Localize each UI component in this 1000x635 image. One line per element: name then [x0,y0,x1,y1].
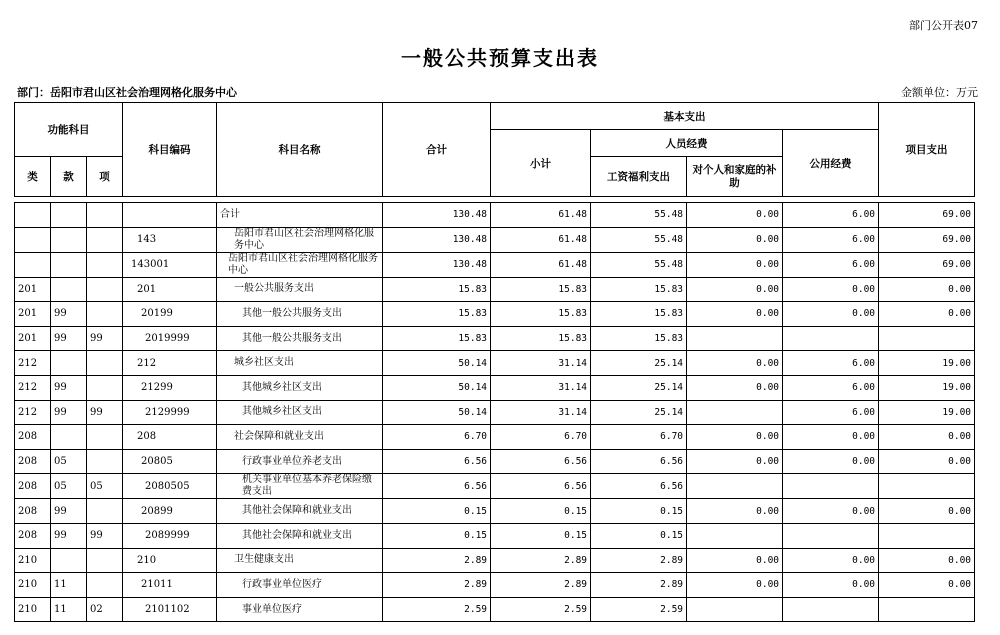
project-cell: 0.00 [879,302,975,327]
family-cell [687,597,783,622]
subtotal-cell: 2.89 [491,573,591,598]
total-cell: 0.15 [383,499,491,524]
salary-cell: 15.83 [591,302,687,327]
xiang-cell [87,227,123,252]
family-cell [687,474,783,499]
public-cell [783,474,879,499]
lei-cell: 208 [15,474,51,499]
public-cell: 0.00 [783,302,879,327]
lei-cell: 208 [15,499,51,524]
xiang-cell [87,425,123,450]
subtotal-cell: 31.14 [491,351,591,376]
kuan-cell [51,277,87,302]
table-row [15,203,975,228]
subtotal-cell: 15.83 [491,326,591,351]
table-row [15,474,975,499]
subtotal-cell: 61.48 [491,227,591,252]
public-cell [783,326,879,351]
subtotal-cell: 2.89 [491,548,591,573]
subtotal-cell: 6.56 [491,449,591,474]
salary-cell: 2.89 [591,573,687,598]
family-cell: 0.00 [687,203,783,228]
table-row [15,400,975,425]
name-cell: 岳阳市君山区社会治理网格化服务中心 [217,252,383,277]
lei-cell: 201 [15,302,51,327]
salary-cell: 2.59 [591,597,687,622]
lei-cell: 201 [15,326,51,351]
salary-cell: 0.15 [591,499,687,524]
total-cell: 0.15 [383,523,491,548]
kuan-cell [51,425,87,450]
project-cell: 0.00 [879,499,975,524]
name-cell: 其他城乡社区支出 [217,375,383,400]
name-cell: 事业单位医疗 [217,597,383,622]
name-cell: 城乡社区支出 [217,351,383,376]
name-cell: 一般公共服务支出 [217,277,383,302]
salary-cell: 0.15 [591,523,687,548]
salary-cell: 55.48 [591,227,687,252]
total-cell: 15.83 [383,326,491,351]
project-cell [879,326,975,351]
table-row [15,351,975,376]
total-cell: 6.56 [383,449,491,474]
code-cell: 2129999 [123,400,217,425]
family-cell: 0.00 [687,375,783,400]
project-cell: 69.00 [879,227,975,252]
department-label: 部门：岳阳市君山区社会治理网格化服务中心 [17,86,237,99]
family-header: 对个人和家庭的补助 [687,157,783,197]
code-cell: 20199 [123,302,217,327]
kuan-cell: 05 [51,449,87,474]
public-cell: 6.00 [783,351,879,376]
code-header: 科目编码 [123,103,217,197]
code-cell: 143001 [123,252,217,277]
name-cell: 社会保障和就业支出 [217,425,383,450]
salary-cell: 55.48 [591,203,687,228]
public-cell: 0.00 [783,425,879,450]
kuan-cell: 99 [51,400,87,425]
salary-header: 工资福利支出 [591,157,687,197]
salary-cell: 15.83 [591,277,687,302]
name-cell: 其他一般公共服务支出 [217,302,383,327]
code-cell: 143 [123,227,217,252]
xiang-cell: 99 [87,400,123,425]
xiang-cell: 05 [87,474,123,499]
family-cell [687,400,783,425]
public-cell: 6.00 [783,203,879,228]
salary-cell: 6.70 [591,425,687,450]
salary-cell: 2.89 [591,548,687,573]
family-cell: 0.00 [687,499,783,524]
subtotal-cell: 15.83 [491,277,591,302]
total-cell: 50.14 [383,400,491,425]
xiang-cell [87,499,123,524]
kuan-cell: 99 [51,523,87,548]
code-cell [123,203,217,228]
table-row [15,326,975,351]
kuan-cell: 11 [51,573,87,598]
code-cell: 20805 [123,449,217,474]
kuan-cell [51,548,87,573]
lei-cell: 208 [15,449,51,474]
basic-header: 基本支出 [491,103,879,130]
project-cell: 0.00 [879,573,975,598]
kuan-cell [51,252,87,277]
total-cell: 2.89 [383,573,491,598]
kuan-cell [51,351,87,376]
project-cell: 0.00 [879,425,975,450]
family-cell: 0.00 [687,548,783,573]
total-cell: 15.83 [383,302,491,327]
name-cell: 其他社会保障和就业支出 [217,499,383,524]
project-header: 项目支出 [879,103,975,197]
lei-cell: 212 [15,351,51,376]
subtotal-cell: 0.15 [491,523,591,548]
family-cell: 0.00 [687,351,783,376]
name-cell: 卫生健康支出 [217,548,383,573]
code-cell: 21299 [123,375,217,400]
kuan-cell: 05 [51,474,87,499]
family-cell: 0.00 [687,425,783,450]
name-cell: 机关事业单位基本养老保险缴费支出 [217,474,383,499]
code-cell: 212 [123,351,217,376]
name-cell: 岳阳市君山区社会治理网格化服务中心 [217,227,383,252]
project-cell: 19.00 [879,375,975,400]
xiang-cell [87,302,123,327]
project-cell [879,474,975,499]
subtotal-cell: 0.15 [491,499,591,524]
table-row [15,425,975,450]
public-cell [783,597,879,622]
kuan-cell: 99 [51,499,87,524]
subtotal-cell: 61.48 [491,252,591,277]
code-cell: 2019999 [123,326,217,351]
table-row [15,597,975,622]
code-cell: 2101102 [123,597,217,622]
public-cell: 6.00 [783,227,879,252]
kuan-cell [51,227,87,252]
lei-cell [15,203,51,228]
xiang-cell [87,573,123,598]
total-cell: 130.48 [383,252,491,277]
total-cell: 50.14 [383,351,491,376]
public-cell: 0.00 [783,573,879,598]
xiang-cell [87,548,123,573]
subtotal-cell: 2.59 [491,597,591,622]
subtotal-cell: 15.83 [491,302,591,327]
subtotal-header: 小计 [491,130,591,197]
lei-cell: 210 [15,597,51,622]
project-cell [879,523,975,548]
family-cell: 0.00 [687,302,783,327]
code-cell: 2080505 [123,474,217,499]
code-cell: 208 [123,425,217,450]
total-cell: 50.14 [383,375,491,400]
name-cell: 行政事业单位医疗 [217,573,383,598]
project-cell: 69.00 [879,203,975,228]
project-cell: 19.00 [879,400,975,425]
salary-cell: 15.83 [591,326,687,351]
func-subject-header: 功能科目 [15,103,123,157]
code-cell: 210 [123,548,217,573]
public-cell [783,523,879,548]
total-cell: 15.83 [383,277,491,302]
total-cell: 130.48 [383,227,491,252]
family-cell: 0.00 [687,449,783,474]
lei-cell: 210 [15,548,51,573]
project-cell [879,597,975,622]
salary-cell: 55.48 [591,252,687,277]
family-cell: 0.00 [687,573,783,598]
subtotal-cell: 61.48 [491,203,591,228]
total-cell: 2.59 [383,597,491,622]
public-cell: 0.00 [783,449,879,474]
name-cell: 行政事业单位养老支出 [217,449,383,474]
lei-cell: 208 [15,523,51,548]
xiang-cell [87,277,123,302]
table-row [15,523,975,548]
kuan-cell: 99 [51,302,87,327]
subtotal-cell: 6.56 [491,474,591,499]
code-cell: 21011 [123,573,217,598]
kuan-cell: 99 [51,326,87,351]
family-cell: 0.00 [687,252,783,277]
salary-cell: 25.14 [591,400,687,425]
lei-cell [15,227,51,252]
public-cell: 6.00 [783,375,879,400]
xiang-cell [87,449,123,474]
lei-cell: 208 [15,425,51,450]
kuan-header: 款 [51,157,87,197]
public-header: 公用经费 [783,130,879,197]
table-row [15,499,975,524]
code-cell: 2089999 [123,523,217,548]
public-cell: 6.00 [783,400,879,425]
lei-cell: 201 [15,277,51,302]
family-cell [687,326,783,351]
subtotal-cell: 6.70 [491,425,591,450]
amount-unit-label: 金额单位：万元 [901,86,978,99]
kuan-cell: 99 [51,375,87,400]
xiang-cell: 99 [87,523,123,548]
page-title: 一般公共预算支出表 [401,46,599,70]
project-cell: 69.00 [879,252,975,277]
table-row [15,277,975,302]
salary-cell: 6.56 [591,449,687,474]
kuan-cell [51,203,87,228]
total-cell: 2.89 [383,548,491,573]
lei-header: 类 [15,157,51,197]
total-cell: 6.56 [383,474,491,499]
xiang-cell [87,203,123,228]
kuan-cell: 11 [51,597,87,622]
personnel-header: 人员经费 [591,130,783,157]
public-cell: 0.00 [783,548,879,573]
public-cell: 0.00 [783,499,879,524]
table-row [15,252,975,277]
budget-expenditure-table [14,102,975,622]
family-cell [687,523,783,548]
project-cell: 19.00 [879,351,975,376]
code-cell: 20899 [123,499,217,524]
salary-cell: 25.14 [591,351,687,376]
table-row [15,573,975,598]
code-cell: 201 [123,277,217,302]
salary-cell: 6.56 [591,474,687,499]
total-cell: 6.70 [383,425,491,450]
xiang-cell [87,351,123,376]
xiang-cell: 99 [87,326,123,351]
form-number: 部门公开表07 [909,19,978,32]
name-cell: 合计 [217,203,383,228]
table-row [15,548,975,573]
lei-cell: 210 [15,573,51,598]
name-cell: 其他社会保障和就业支出 [217,523,383,548]
total-header: 合计 [383,103,491,197]
name-cell: 其他城乡社区支出 [217,400,383,425]
project-cell: 0.00 [879,449,975,474]
lei-cell: 212 [15,375,51,400]
table-row [15,302,975,327]
table-row [15,375,975,400]
public-cell: 6.00 [783,252,879,277]
project-cell: 0.00 [879,277,975,302]
subtotal-cell: 31.14 [491,400,591,425]
total-cell: 130.48 [383,203,491,228]
xiang-cell [87,375,123,400]
salary-cell: 25.14 [591,375,687,400]
project-cell: 0.00 [879,548,975,573]
lei-cell: 212 [15,400,51,425]
family-cell: 0.00 [687,277,783,302]
xiang-header: 项 [87,157,123,197]
table-row [15,449,975,474]
name-cell: 其他一般公共服务支出 [217,326,383,351]
name-header: 科目名称 [217,103,383,197]
public-cell: 0.00 [783,277,879,302]
xiang-cell: 02 [87,597,123,622]
xiang-cell [87,252,123,277]
table-row [15,227,975,252]
family-cell: 0.00 [687,227,783,252]
subtotal-cell: 31.14 [491,375,591,400]
lei-cell [15,252,51,277]
